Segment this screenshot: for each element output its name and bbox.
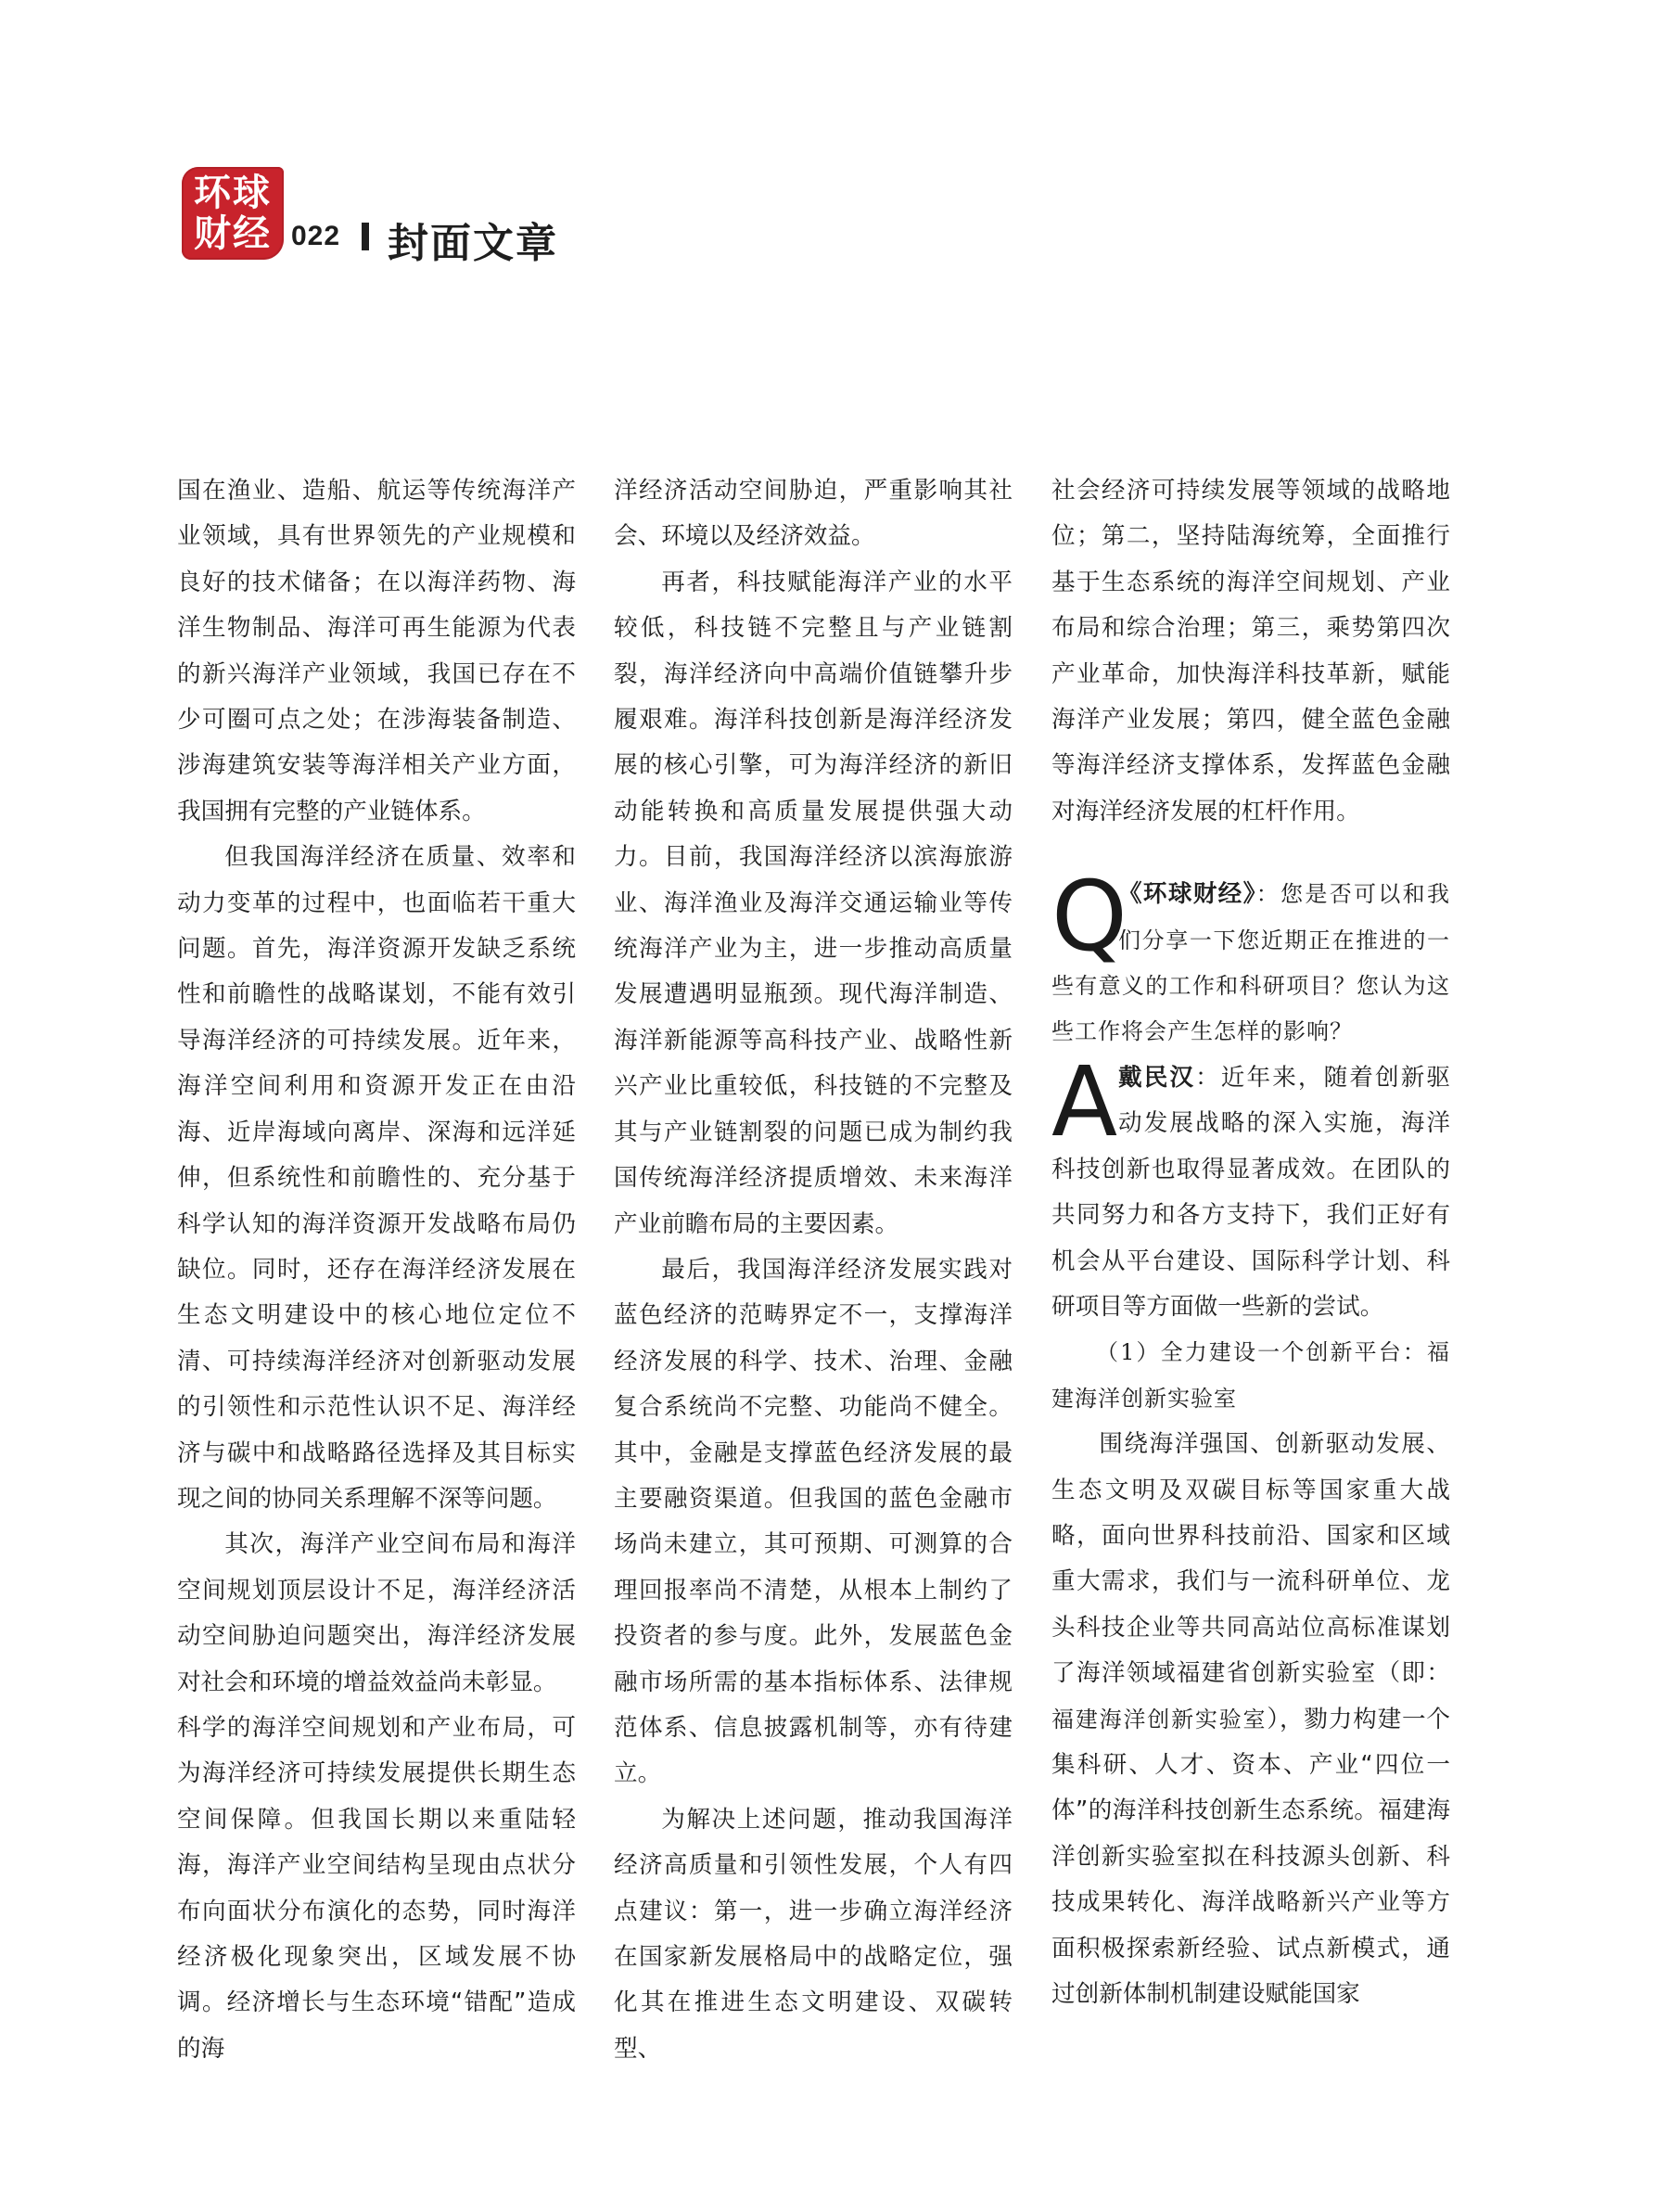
text-column-3 [1051,468,1450,2017]
magazine-logo [182,167,284,260]
text-column-2 [614,468,1013,2072]
paragraph-text: 围绕海洋强国、创新驱动发展、生态文明及双碳目标等国家重大战略，面向世界科技前沿、国家和区域重大需求，我们与一流科研单位、龙头科技企业等共同高站位高标准谋划了海洋领域福建省创新实验室（即： [1051,1430,1450,1688]
paragraph: 为解决上述问题，推动我国海洋经济高质量和引领性发展，个人有四点建议：第一，进一步确立海洋经济在国家新发展格局中的战略定位，强化其在推进生态文明建设、双碳转型、 [614,1805,1013,2063]
paragraph [1051,1422,1450,2017]
paragraph: 但我国海洋经济在质量、效率和动力变革的过程中，也面临若干重大问题。首先，海洋资源开发缺乏系统性和前瞻性的战略谋划，不能有效引导海洋经济的可持续发展。近年来，海洋空间利用和资源开发正在由沿海、近岸海域向离岸、深海和远洋延伸，但系统性和前瞻性的、充分基于科学认知的海洋资源开发战略布局仍缺位。同时，还存在海洋经济发展在生态文明建设中的核心地位定位不清、可持续海洋经济对创新驱动发展的引领性和示范性认识不足、海洋经济与碳中和战略路径选择及其目标实现之间的协同关系理解不深等问题。 [177,843,576,1513]
section-title: 封面文章 [388,220,558,267]
text-column-1 [177,468,576,2072]
question-text: ：您是否可以和我们分享一下您近期正在推进的一些有意义的工作和科研项目？您认为这些工作将会产生怎样的影响？ [1051,881,1450,1045]
question-drop-cap: Q [1051,860,1128,974]
interview-answer [1051,1044,1450,1330]
paragraph-text: ），勠力构建一个集科研、人才、资本、产业“四位一体”的海洋科技创新生态系统。福建海洋创新实验室拟在科技源头创新、科技成果转化、海洋战略新兴产业等方面积极探索新经验、试点新模式，通过创新体制机制建设赋能国家 [1051,1705,1451,2008]
answer-speaker: 戴民汉 [1118,1063,1196,1092]
page-number: 022 [291,221,341,251]
logo-text: 环球财经 [194,172,272,255]
paragraph: 再者，科技赋能海洋产业的水平较低，科技链不完整且与产业链割裂，海洋经济向中高端价值链攀升步履艰难。海洋科技创新是海洋经济发展的核心引擎，可为海洋经济的新旧动能转换和高质量发展提供强大动力。目前，我国海洋经济以滨海旅游业、海洋渔业及海洋交通运输业等传统海洋产业为主，进一步推动高质量发展遭遇明显瓶颈。现代海洋制造、海洋新能源等高科技产业、战略性新兴产业比重较低，科技链的不完整及其与产业链割裂的问题已成为制约我国传统海洋经济提质增效、未来海洋产业前瞻布局的主要因素。 [614,568,1013,1238]
header-divider [362,223,369,250]
question-source: 《环球财经》 [1118,880,1256,909]
paragraph: 社会经济可持续发展等领域的战略地位；第二，坚持陆海统筹，全面推行基于生态系统的海洋空间规划、产业布局和综合治理；第三，乘势第四次产业革命，加快海洋科技革新，赋能海洋产业发展；第四，健全蓝色金融等海洋经济支撑体系，发挥蓝色金融对海洋经济发展的杠杆作用。 [1051,477,1450,825]
lab-name: 福建海洋创新实验室 [1051,1706,1268,1733]
paragraph: 最后，我国海洋经济发展实践对蓝色经济的范畴界定不一，支撑海洋经济发展的科学、技术、治理、金融复合系统尚不完整、功能尚不健全。其中，金融是支撑蓝色经济发展的最主要融资渠道。但我国的蓝色金融市场尚未建立，其可预期、可测算的合理回报率尚不清楚，从根本上制约了投资者的参与度。此外，发展蓝色金融市场所需的基本指标体系、法律规范体系、信息披露机制等，亦有待建立。 [614,1255,1013,1788]
paragraph: 国在渔业、造船、航运等传统海洋产业领域，具有世界领先的产业规模和良好的技术储备；在以海洋药物、海洋生物制品、海洋可再生能源为代表的新兴海洋产业领域，我国已存在不少可圈可点之处；在涉海装备制造、涉海建筑安装等海洋相关产业方面，我国拥有完整的产业链体系。 [177,477,576,825]
paragraph: 其次，海洋产业空间布局和海洋空间规划顶层设计不足，海洋经济活动空间胁迫问题突出，海洋经济发展对社会和环境的增益效益尚未彰显。 [177,1530,576,1696]
paragraph: 洋经济活动空间胁迫，严重影响其社会、环境以及经济效益。 [614,477,1013,551]
answer-text: ：近年来，随着创新驱动发展战略的深入实施，海洋科技创新也取得显著成效。在团队的共同努力和各方支持下，我们正好有机会从平台建设、国际科学计划、科研项目等方面做一些新的尝试。 [1051,1063,1450,1321]
paragraph: 科学的海洋空间规划和产业布局，可为海洋经济可持续发展提供长期生态空间保障。但我国长期以来重陆轻海，海洋产业空间结构呈现由点状分布向面状分布演化的态势，同时海洋经济极化现象突出，区域发展不协调。经济增长与生态环境“错配”造成的海 [177,1713,576,2063]
answer-drop-cap: A [1051,1044,1118,1158]
subsection-heading: （1）全力建设一个创新平台：福建海洋创新实验室 [1051,1339,1450,1412]
interview-question [1051,860,1450,1055]
